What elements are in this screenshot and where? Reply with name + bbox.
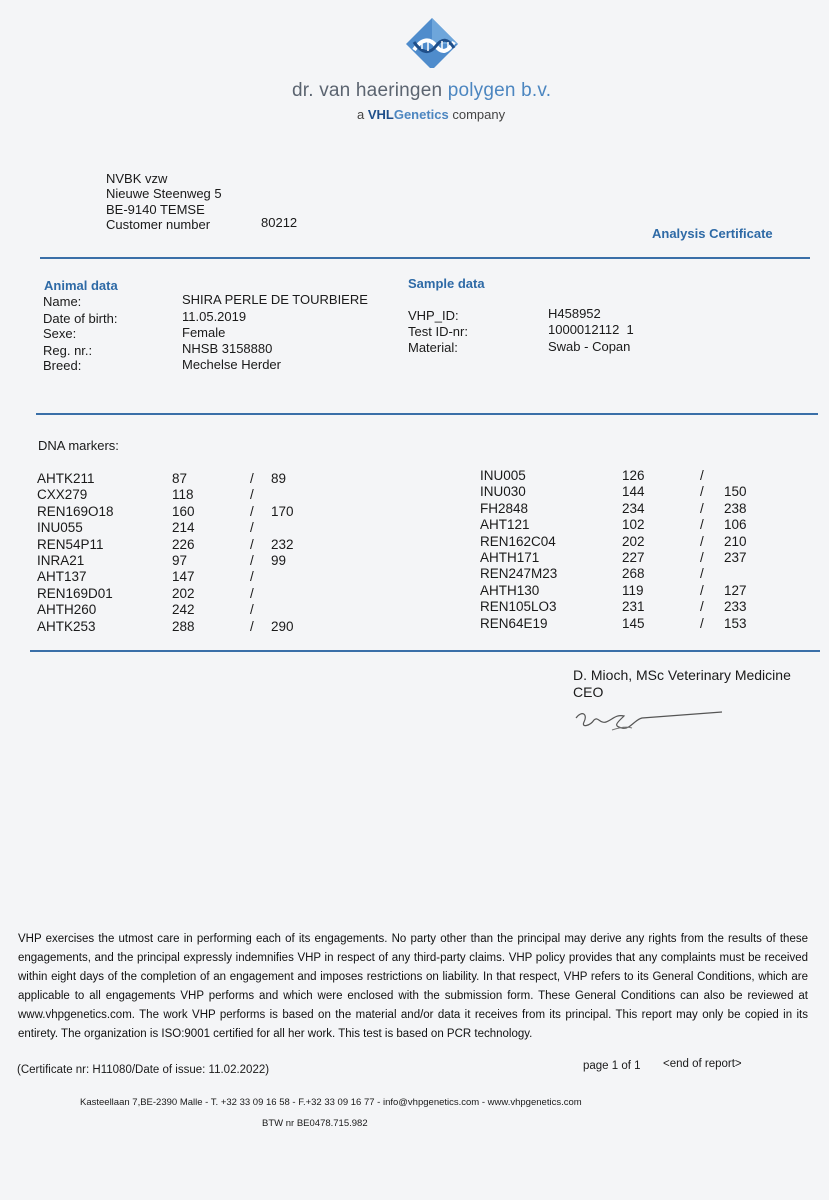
allele-separator: / bbox=[250, 537, 254, 552]
allele-separator: / bbox=[700, 616, 704, 631]
test-id-label: Test ID-nr: bbox=[408, 324, 468, 339]
certificate-number: (Certificate nr: H11080/Date of issue: 11.02.2022) bbox=[17, 1064, 270, 1076]
allele-2: 290 bbox=[271, 619, 294, 634]
animal-breed-value: Mechelse Herder bbox=[182, 357, 281, 372]
allele-1: 226 bbox=[172, 537, 195, 552]
animal-breed-label: Breed: bbox=[43, 358, 82, 373]
allele-separator: / bbox=[700, 550, 704, 565]
allele-separator: / bbox=[250, 586, 254, 601]
marker-name: AHTH171 bbox=[480, 550, 540, 565]
allele-1: 144 bbox=[622, 484, 645, 499]
certificate-title: Analysis Certificate bbox=[652, 226, 773, 241]
marker-name: REN64E19 bbox=[480, 616, 548, 631]
allele-2: 150 bbox=[724, 484, 747, 499]
animal-sex-value: Female bbox=[182, 325, 226, 340]
allele-separator: / bbox=[250, 553, 254, 568]
allele-separator: / bbox=[700, 599, 704, 614]
dna-markers-title: DNA markers: bbox=[38, 438, 119, 453]
allele-separator: / bbox=[250, 569, 254, 584]
allele-1: 202 bbox=[622, 534, 645, 549]
animal-reg-value: NHSB 3158880 bbox=[182, 341, 273, 356]
allele-1: 145 bbox=[622, 616, 645, 631]
marker-name: INU030 bbox=[480, 484, 526, 499]
marker-name: INU005 bbox=[480, 468, 526, 483]
allele-1: 231 bbox=[622, 599, 645, 614]
marker-name: AHT137 bbox=[37, 569, 87, 584]
divider-bottom bbox=[30, 650, 820, 652]
animal-sex-label: Sexe: bbox=[43, 326, 77, 341]
allele-separator: / bbox=[700, 468, 704, 483]
allele-1: 119 bbox=[622, 583, 644, 598]
allele-2: 238 bbox=[724, 501, 747, 516]
marker-name: REN105LO3 bbox=[480, 599, 557, 614]
company-name bbox=[292, 80, 551, 102]
allele-2: 99 bbox=[271, 553, 287, 568]
allele-separator: / bbox=[250, 471, 254, 486]
allele-1: 242 bbox=[172, 602, 195, 617]
allele-1: 268 bbox=[622, 566, 645, 581]
allele-separator: / bbox=[250, 520, 254, 535]
customer-number-value: 80212 bbox=[261, 215, 298, 230]
allele-1: 160 bbox=[172, 504, 195, 519]
marker-name: REN169O18 bbox=[37, 504, 114, 519]
allele-2: 89 bbox=[271, 471, 287, 486]
allele-2: 232 bbox=[271, 537, 294, 552]
animal-dob-label: Date of birth: bbox=[43, 311, 118, 326]
allele-1: 147 bbox=[172, 569, 195, 584]
allele-separator: / bbox=[700, 484, 704, 499]
signatory-role: CEO bbox=[573, 684, 604, 700]
allele-2: 127 bbox=[724, 583, 747, 598]
footer-address: Kasteellaan 7,BE-2390 Malle - T. +32 33 09 16 58 - F.+32 33 09 16 77 - info@vhpgenetics.com - www.vhpgenetics.com bbox=[80, 1097, 582, 1108]
marker-name: AHT121 bbox=[480, 517, 530, 532]
address-line-2: Nieuwe Steenweg 5 bbox=[106, 186, 222, 201]
address-line-1: NVBK vzw bbox=[106, 171, 168, 186]
material-label: Material: bbox=[408, 340, 458, 355]
allele-1: 227 bbox=[622, 550, 645, 565]
marker-name: REN247M23 bbox=[480, 566, 558, 581]
animal-dob-value: 11.05.2019 bbox=[182, 309, 247, 324]
address-line-3: BE-9140 TEMSE bbox=[106, 202, 205, 217]
footer-btw-number: BTW nr BE0478.715.982 bbox=[262, 1118, 368, 1129]
marker-name: AHTK253 bbox=[37, 619, 96, 634]
allele-separator: / bbox=[700, 534, 704, 549]
allele-separator: / bbox=[700, 501, 704, 516]
marker-name: REN54P11 bbox=[37, 537, 104, 552]
allele-1: 234 bbox=[622, 501, 645, 516]
subtitle-genetics: Genetics bbox=[393, 107, 449, 122]
subtitle-vhl: VHL bbox=[367, 107, 394, 122]
marker-name: INRA21 bbox=[37, 553, 85, 568]
allele-1: 97 bbox=[172, 553, 188, 568]
marker-name: AHTH260 bbox=[37, 602, 97, 617]
customer-number-label: Customer number bbox=[106, 217, 211, 232]
marker-name: CXX279 bbox=[37, 487, 88, 502]
animal-reg-label: Reg. nr.: bbox=[43, 343, 93, 358]
marker-name: INU055 bbox=[37, 520, 83, 535]
marker-name: FH2848 bbox=[480, 501, 529, 516]
material-value: Swab - Copan bbox=[548, 339, 631, 354]
allele-1: 87 bbox=[172, 471, 188, 486]
page-number: page 1 of 1 bbox=[583, 1060, 641, 1072]
allele-separator: / bbox=[700, 566, 704, 581]
allele-1: 102 bbox=[622, 517, 645, 532]
company-subtitle bbox=[357, 107, 505, 122]
allele-separator: / bbox=[700, 517, 704, 532]
allele-2: 106 bbox=[724, 517, 747, 532]
handwritten-signature bbox=[572, 700, 732, 736]
animal-name-value: SHIRA PERLE DE TOURBIERE bbox=[182, 292, 368, 307]
allele-separator: / bbox=[250, 602, 254, 617]
allele-separator: / bbox=[250, 504, 254, 519]
test-id-value: 1000012112 1 bbox=[548, 322, 634, 337]
allele-separator: / bbox=[250, 619, 254, 634]
marker-name: REN169D01 bbox=[37, 586, 113, 601]
allele-1: 202 bbox=[172, 586, 195, 601]
allele-2: 153 bbox=[724, 616, 747, 631]
company-name-prefix: dr. van haeringen bbox=[292, 80, 448, 101]
divider-top bbox=[40, 257, 810, 259]
subtitle-a: a bbox=[357, 107, 368, 122]
vhp-id-value: H458952 bbox=[548, 306, 601, 321]
allele-2: 170 bbox=[271, 504, 294, 519]
allele-2: 233 bbox=[724, 599, 747, 614]
allele-2: 237 bbox=[724, 550, 747, 565]
marker-name: AHTH130 bbox=[480, 583, 540, 598]
marker-name: REN162C04 bbox=[480, 534, 556, 549]
animal-data-heading: Animal data bbox=[44, 278, 118, 293]
allele-separator: / bbox=[250, 487, 254, 502]
allele-1: 214 bbox=[172, 520, 195, 535]
end-of-report: <end of report> bbox=[663, 1058, 742, 1070]
vhp-logo-icon bbox=[404, 16, 460, 68]
vhp-id-label: VHP_ID: bbox=[408, 308, 459, 323]
signatory-name: D. Mioch, MSc Veterinary Medicine bbox=[573, 667, 791, 683]
allele-1: 126 bbox=[622, 468, 645, 483]
animal-name-label: Name: bbox=[43, 294, 82, 309]
allele-1: 288 bbox=[172, 619, 195, 634]
allele-2: 210 bbox=[724, 534, 747, 549]
sample-data-heading: Sample data bbox=[408, 276, 485, 291]
company-name-suffix: polygen b.v. bbox=[447, 80, 552, 101]
disclaimer-text: VHP exercises the utmost care in performing each of its engagements. No party other than the principal may derive any rights from the results of these engagements, and the principal expressly indemnifies VHP in respect of any third-party claims. VHP policy provides that any complaints must be received within eight days of the completion of an engagement and imposes restrictions on liability. In that respect, VHP refers to its General Conditions, which are applicable to all engagements VHP performs and which were enclosed with the submission form. These General Conditions can also be reviewed at www.vhpgenetics.com. The work VHP performs is based on the material and/or data it receives from its principal. This report may only be copied in its entirety. The organization is ISO:9001 certified for all her work. This test is based on PCR technology. bbox=[18, 933, 808, 1040]
marker-name: AHTK211 bbox=[37, 471, 95, 486]
divider-middle bbox=[36, 413, 818, 415]
allele-1: 118 bbox=[172, 487, 194, 502]
allele-separator: / bbox=[700, 583, 704, 598]
subtitle-company: company bbox=[448, 107, 506, 122]
